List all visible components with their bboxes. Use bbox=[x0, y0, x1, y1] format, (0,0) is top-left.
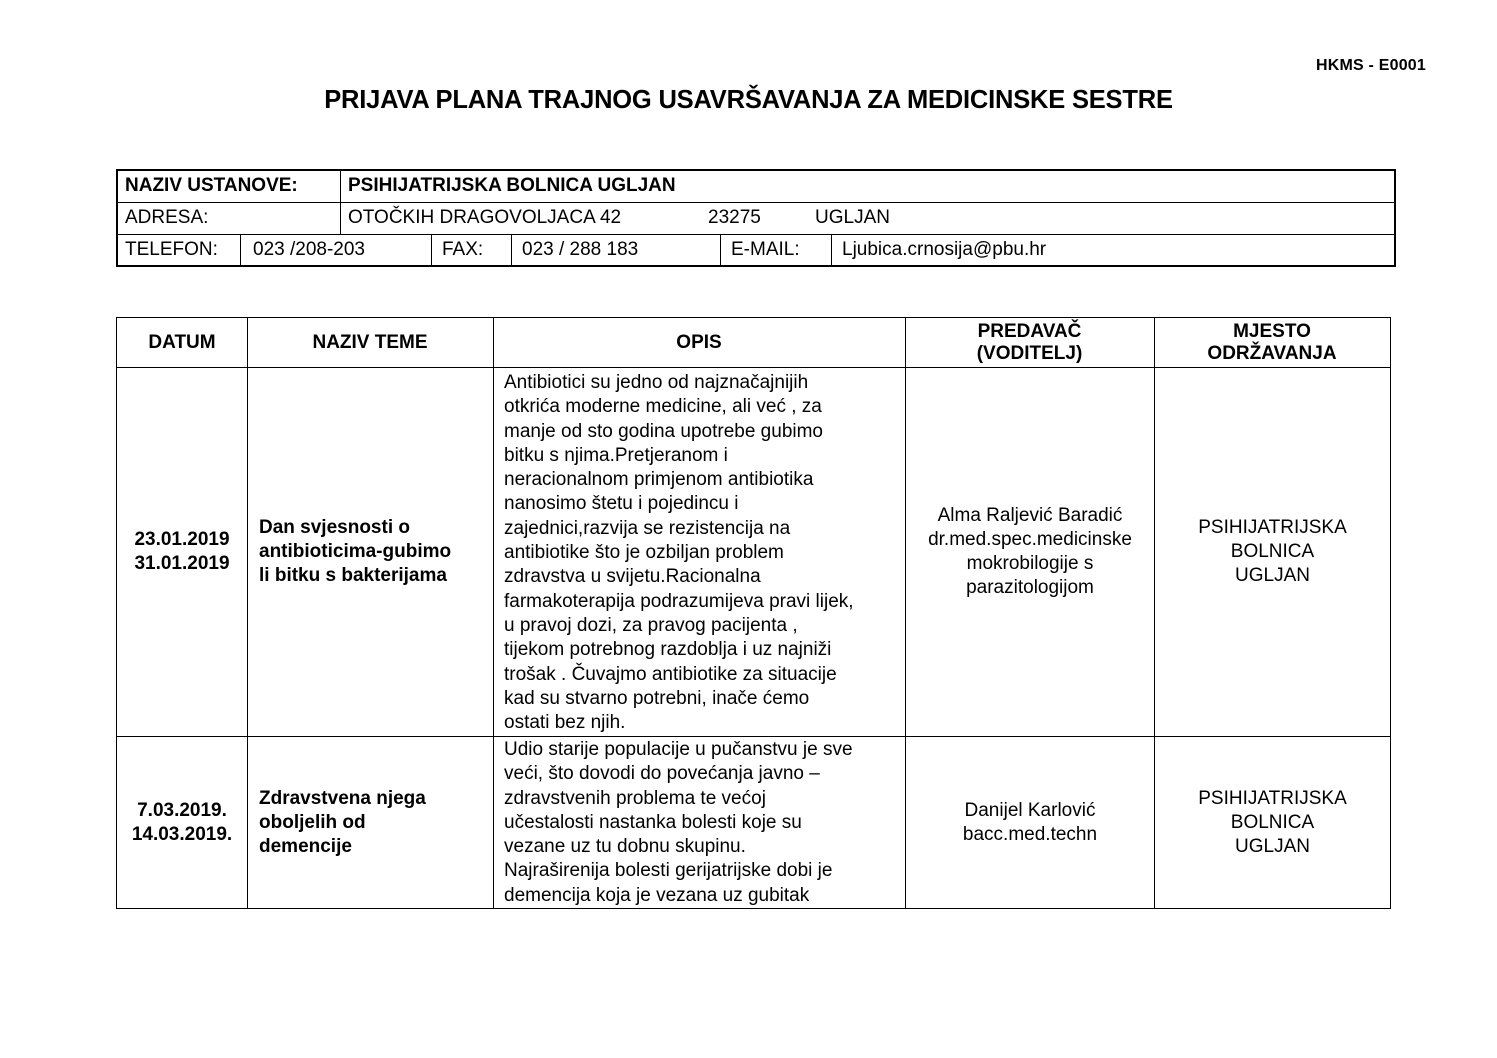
table-row-1-topic bbox=[259, 368, 491, 736]
header-description bbox=[493, 318, 905, 367]
table-row-2-description: Udio starije populacije u pučanstvu je sve veći, što dovodi do povećanja javno – zdravstvenih problema te većoj učestalosti nastanka bolesti koje su vezane uz tu dobnu skupinu. Najraširenija bolesti gerijatrijske dobi je demencija koja je vezana uz gubitak bbox=[504, 739, 853, 906]
header-lecturer-text: PREDAVAČ (VODITELJ) bbox=[976, 320, 1083, 364]
topic-text: Zdravstvena njega oboljelih od demencije bbox=[259, 787, 426, 857]
table-row-2-topic bbox=[259, 737, 491, 908]
header-description-text: OPIS bbox=[676, 331, 722, 353]
venue-text: PSIHIJATRIJSKA BOLNICA UGLJAN bbox=[1198, 517, 1347, 586]
lecturer-text: Danijel Karlović bacc.med.techn bbox=[962, 799, 1098, 845]
phone-value: 023 /208-203 bbox=[240, 235, 431, 267]
header-venue bbox=[1154, 318, 1390, 367]
fax-label: FAX: bbox=[431, 235, 511, 267]
address-label: ADRESA: bbox=[125, 207, 209, 228]
address-street: OTOČKIH DRAGOVOLJACA 42 bbox=[340, 203, 700, 234]
address-row bbox=[118, 203, 1394, 235]
table-row-1-dates bbox=[117, 368, 247, 736]
dates-text: 7.03.2019. 14.03.2019. bbox=[131, 799, 233, 845]
header-topic bbox=[247, 318, 493, 367]
email-label: E-MAIL: bbox=[720, 235, 831, 267]
table-row-1-venue bbox=[1155, 368, 1390, 736]
column-divider bbox=[247, 318, 248, 908]
header-lecturer bbox=[905, 318, 1154, 367]
topic-text: Dan svjesnosti o antibioticima-gubimo li bitku s bakterijama bbox=[259, 517, 452, 586]
institution-info-table bbox=[116, 169, 1396, 267]
document-title: PRIJAVA PLANA TRAJNOG USAVRŠAVANJA ZA MEDICINSKE SESTRE bbox=[324, 86, 1173, 114]
institution-name-label: NAZIV USTANOVE: bbox=[125, 175, 298, 196]
table-row-2-dates bbox=[117, 737, 247, 908]
table-row-1-lecturer bbox=[906, 368, 1154, 736]
institution-name-value: PSIHIJATRIJSKA BOLNICA UGLJAN bbox=[340, 171, 1394, 202]
education-plan-table bbox=[116, 317, 1391, 909]
address-postcode: 23275 bbox=[708, 207, 761, 228]
column-divider bbox=[493, 318, 494, 908]
venue-text: PSIHIJATRIJSKA BOLNICA UGLJAN bbox=[1198, 787, 1347, 857]
header-date-text: DATUM bbox=[148, 331, 216, 353]
address-city: UGLJAN bbox=[815, 207, 890, 228]
fax-value: 023 / 288 183 bbox=[511, 235, 720, 267]
table-row-2-lecturer bbox=[906, 737, 1154, 908]
institution-name-row bbox=[118, 171, 1394, 203]
table-row-2-venue bbox=[1155, 737, 1390, 908]
dates-text: 23.01.2019 31.01.2019 bbox=[134, 529, 230, 574]
header-topic-text: NAZIV TEME bbox=[312, 331, 428, 353]
contact-row bbox=[118, 235, 1394, 267]
header-date bbox=[117, 318, 247, 367]
table-row-1-description: Antibiotici su jedno od najznačajnijih otkrića moderne medicine, ali već , za manje od sto godina upotrebe gubimo bitku s njima.Pretjeranom i neracionalnom primjenom antibiotika nanosimo štetu i pojedincu i zajednici,razvija se rezistencija na antibiotike što je ozbiljan problem zdravstva u svijetu.Racionalna farmakoterapija podrazumijeva pravi lijek, u pravoj dozi, za pravog pacijenta , tijekom potrebnog razdoblja i uz najniži trošak . Čuvajmo antibiotike za situacije kad su stvarno potrebni, inače ćemo ostati bez njih. bbox=[504, 372, 854, 734]
phone-label: TELEFON: bbox=[125, 239, 218, 260]
lecturer-text: Alma Raljević Baradić dr.med.spec.medicinske mokrobilogije s parazitologijom bbox=[928, 505, 1132, 598]
header-venue-text: MJESTO ODRŽAVANJA bbox=[1207, 320, 1337, 364]
email-value: Ljubica.crnosija@pbu.hr bbox=[831, 235, 1394, 267]
form-code: HKMS - E0001 bbox=[1316, 57, 1426, 74]
